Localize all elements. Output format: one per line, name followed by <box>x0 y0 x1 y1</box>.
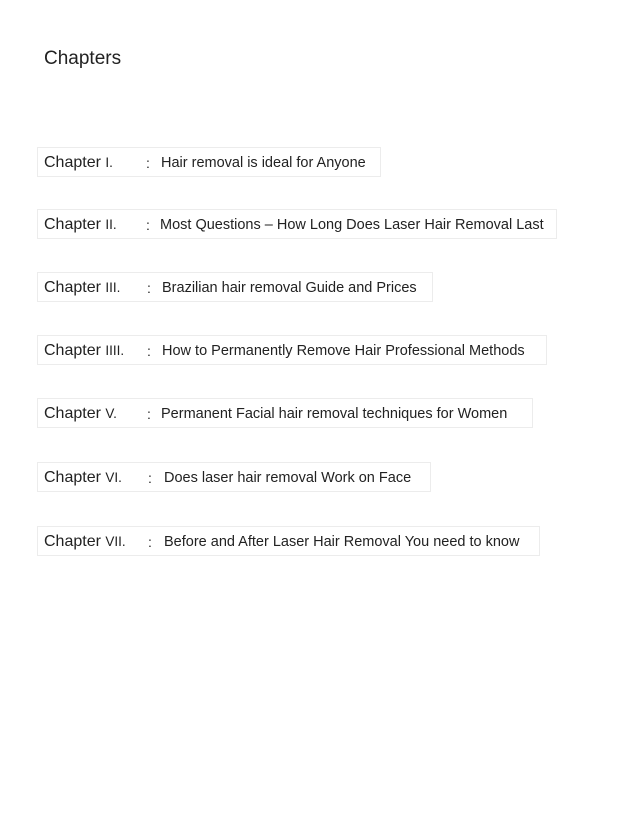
chapter-separator: : <box>147 343 151 359</box>
chapter-numeral: III. <box>105 280 121 295</box>
toc-entry-chapter-2[interactable] <box>37 209 557 239</box>
chapter-label <box>44 468 122 488</box>
chapter-label <box>44 404 117 424</box>
chapter-title: Hair removal is ideal for Anyone <box>161 155 366 171</box>
chapter-separator: : <box>146 217 150 233</box>
chapter-label <box>44 153 113 173</box>
chapter-numeral: VII. <box>105 534 126 549</box>
page-title: Chapters <box>44 48 122 69</box>
chapter-word: Chapter <box>44 469 101 486</box>
toc-entry-chapter-1[interactable] <box>37 147 381 177</box>
chapter-numeral: V. <box>105 406 117 421</box>
toc-entry-chapter-7[interactable] <box>37 526 540 556</box>
chapter-separator: : <box>148 534 152 550</box>
chapter-word: Chapter <box>44 279 101 296</box>
chapter-word: Chapter <box>44 405 101 422</box>
chapter-separator: : <box>147 280 151 296</box>
chapter-title: Most Questions – How Long Does Laser Hair Removal Last <box>160 217 544 233</box>
toc-entry-chapter-4[interactable] <box>37 335 547 365</box>
chapter-numeral: VI. <box>105 470 122 485</box>
chapter-label <box>44 341 124 361</box>
chapter-title: Permanent Facial hair removal techniques for Women <box>161 406 508 422</box>
toc-entry-chapter-5[interactable] <box>37 398 533 428</box>
chapter-title: Before and After Laser Hair Removal You need to know <box>164 534 520 550</box>
chapter-word: Chapter <box>44 154 101 171</box>
chapter-separator: : <box>147 406 151 422</box>
chapter-numeral: II. <box>105 217 117 232</box>
chapter-numeral: I. <box>105 155 113 170</box>
chapter-word: Chapter <box>44 533 101 550</box>
chapter-numeral: IIII. <box>105 343 125 358</box>
chapter-word: Chapter <box>44 216 101 233</box>
chapter-separator: : <box>146 155 150 171</box>
chapter-title: Does laser hair removal Work on Face <box>164 470 412 486</box>
toc-entry-chapter-6[interactable] <box>37 462 431 492</box>
chapter-title: Brazilian hair removal Guide and Prices <box>162 280 417 296</box>
chapter-label <box>44 215 117 235</box>
chapter-label <box>44 532 126 552</box>
chapter-label <box>44 278 120 298</box>
chapter-word: Chapter <box>44 342 101 359</box>
chapter-title: How to Permanently Remove Hair Professional Methods <box>162 343 525 359</box>
toc-entry-chapter-3[interactable] <box>37 272 433 302</box>
chapter-separator: : <box>148 470 152 486</box>
